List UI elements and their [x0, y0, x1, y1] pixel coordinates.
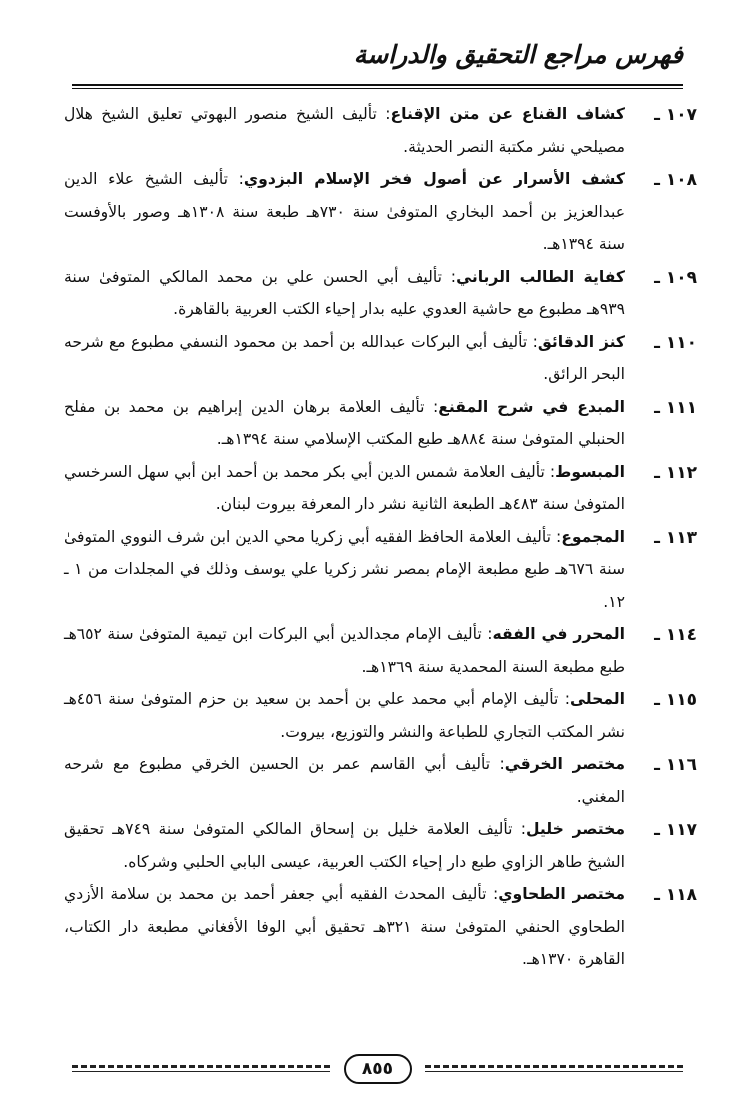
entry-body: : تأليف العلامة برهان الدين إبراهيم بن محمد بن مفلح الحنبلي المتوفىٰ سنة ٨٨٤هـ طبع المكتب الإسلامي سنة ١٣٩٤هـ.: [64, 397, 625, 448]
entry-number: ١١١ ـ: [654, 397, 697, 418]
entry-title: المبدع في شرح المقنع: [438, 397, 625, 416]
entry-title: كشاف القناع عن متن الإقناع: [390, 105, 625, 123]
reference-entry: [64, 618, 697, 683]
reference-entry: [64, 98, 697, 163]
entry-text: [64, 163, 625, 261]
entry-text: [64, 813, 625, 878]
entry-text: [64, 683, 625, 748]
entry-title: كنز الدقائق: [537, 332, 626, 351]
entry-text: [64, 98, 625, 163]
entry-body: : تأليف أبي الحسن علي بن محمد المالكي المتوفىٰ سنة ٩٣٩هـ مطبوع مع حاشية العدوي عليه بدار إحياء الكتب العربية بالقاهرة.: [64, 267, 625, 318]
entry-number: ١٠٩ ـ: [654, 267, 697, 288]
entry-title: كفاية الطالب الرباني: [456, 267, 625, 286]
entry-text: [64, 456, 625, 521]
footer-dashes-right: [425, 1065, 683, 1068]
entry-body: : تأليف العلامة شمس الدين أبي بكر محمد بن أحمد ابن أبي سهل السرخسي المتوفىٰ سنة ٤٨٣هـ الطبعة الثانية نشر دار المعرفة بيروت لبنان.: [64, 462, 625, 513]
reference-list: [64, 98, 697, 976]
entry-number: ١١٠ ـ: [654, 332, 697, 353]
entry-number: ١١٧ ـ: [654, 820, 697, 840]
entry-title: المجموع: [561, 527, 625, 546]
reference-entry: [64, 261, 697, 326]
entry-body: : تأليف العلامة الحافظ الفقيه أبي زكريا محي الدين ابن شرف النووي المتوفىٰ سنة ٦٧٦هـ طبع مطبعة الإمام بمصر نشر زكريا علي يوسف وذلك في المجلدات من ١ ـ ١٢.: [64, 527, 625, 611]
entry-title: المحرر في الفقه: [492, 625, 625, 643]
entry-number: ١٠٨ ـ: [654, 170, 697, 190]
entry-number: ١٠٧ ـ: [654, 105, 697, 125]
entry-body: : تأليف الشيخ علاء الدين عبدالعزيز بن أحمد البخاري المتوفىٰ سنة ٧٣٠هـ طبعة سنة ١٣٠٨هـ وصور بالأوفست سنة ١٣٩٤هـ.: [64, 170, 626, 253]
reference-entry: [64, 748, 697, 813]
entry-text: [64, 748, 625, 813]
reference-entry: [64, 326, 697, 391]
entry-body: : تأليف المحدث الفقيه أبي جعفر أحمد بن محمد بن سلامة الأزدي الطحاوي الحنفي المتوفىٰ سنة ٣٢١هـ تحقيق أبي الوفا الأفغاني مطبعة دار الكتاب، القاهرة ١٣٧٠هـ.: [64, 885, 625, 968]
entry-body: : تأليف أبي البركات عبدالله بن أحمد بن محمود النسفي مطبوع مع شرحه البحر الرائق.: [64, 332, 625, 383]
reference-entry: [64, 163, 697, 261]
reference-entry: [64, 878, 697, 976]
entry-text: [64, 618, 625, 683]
reference-entry: [64, 391, 697, 456]
entry-number: ١١٨ ـ: [654, 885, 697, 905]
header-rule-thin: [72, 88, 683, 89]
entry-title: كشف الأسرار عن أصول فخر الإسلام البزدوي: [243, 170, 625, 188]
page-footer: [72, 1054, 683, 1094]
entry-body: : تأليف أبي القاسم عمر بن الحسين الخرقي مطبوع مع شرحه المغني.: [64, 755, 625, 806]
entry-title: مختصر الخرقي: [504, 755, 626, 773]
header-rule: [72, 84, 683, 86]
reference-entry: [64, 683, 697, 748]
entry-text: [64, 878, 625, 976]
entry-body: : تأليف الشيخ منصور البهوتي تعليق الشيخ هلال مصيلحي نشر مكتبة النصر الحديثة.: [64, 105, 625, 156]
entry-title: المبسوط: [555, 462, 625, 481]
entry-text: [64, 261, 625, 326]
entry-title: مختصر الطحاوي: [498, 885, 625, 903]
reference-entry: [64, 521, 697, 619]
entry-text: [64, 326, 625, 391]
page-number: ٨٥٥: [344, 1054, 412, 1084]
entry-title: المحلى: [569, 690, 625, 708]
header-title: فهرس مراجع التحقيق والدراسة: [353, 40, 683, 69]
entry-text: [64, 521, 625, 619]
entry-body: : تأليف الإمام مجدالدين أبي البركات ابن تيمية المتوفىٰ سنة ٦٥٢هـ طبع مطبعة السنة المحمدية سنة ١٣٦٩هـ.: [64, 625, 625, 676]
entry-body: : تأليف العلامة خليل بن إسحاق المالكي المتوفىٰ سنة ٧٤٩هـ تحقيق الشيخ طاهر الزاوي طبع دار إحياء الكتب العربية، عيسى البابي الحلبي وشركاه.: [64, 820, 625, 871]
entry-number: ١١٥ ـ: [654, 690, 697, 710]
entry-body: : تأليف الإمام أبي محمد علي بن أحمد بن سعيد بن حزم المتوفىٰ سنة ٤٥٦هـ نشر المكتب التجاري للطباعة والنشر والتوزيع، بيروت.: [64, 690, 625, 741]
reference-entry: [64, 813, 697, 878]
entry-number: ١١٣ ـ: [654, 527, 697, 548]
entry-number: ١١٢ ـ: [654, 462, 697, 483]
running-header: [72, 28, 683, 86]
footer-dashes-left: [72, 1065, 330, 1068]
entry-text: [64, 391, 625, 456]
entry-number: ١١٤ ـ: [654, 625, 697, 645]
entry-number: ١١٦ ـ: [654, 755, 697, 775]
reference-entry: [64, 456, 697, 521]
footer-rule-right: [425, 1071, 683, 1072]
footer-rule-left: [72, 1071, 330, 1072]
entry-title: مختصر خليل: [526, 820, 625, 838]
